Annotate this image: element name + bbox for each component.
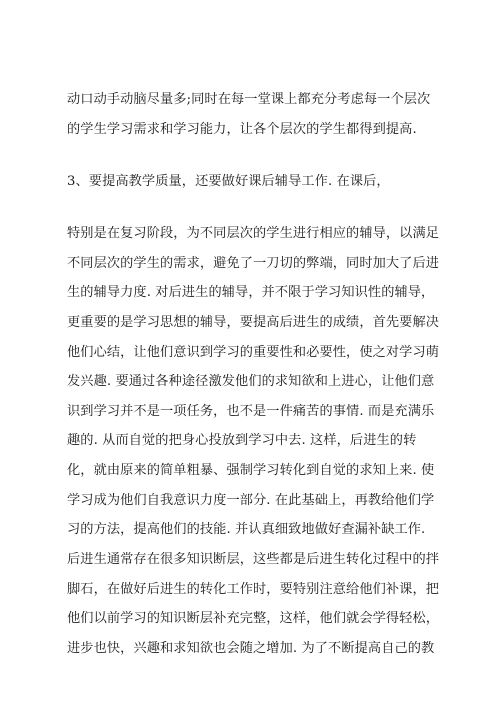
- paragraph-3-line-6: 发兴趣. 要通过各种途径激发他们的求知欲和上进心，让他们意: [67, 374, 435, 389]
- paragraph-2-line-1: 3、要提高教学质量，还要做好课后辅导工作. 在课后，: [67, 174, 390, 189]
- paragraph-3-line-5: 他们心结，让他们意识到学习的重要性和必要性，使之对学习萌: [67, 345, 440, 360]
- paragraph-1-line-1: 动口动手动脑尽量多;同时在每一堂课上都充分考虑每一个层次: [67, 92, 431, 107]
- paragraph-3-line-14: 他们以前学习的知识断层补充完整，这样，他们就会学得轻松，: [67, 611, 440, 626]
- paragraph-3-line-13: 脚石，在做好后进生的转化工作时，要特别注意给他们补课，把: [67, 582, 440, 597]
- paragraph-3-line-15: 进步也快，兴趣和求知欲也会随之增加. 为了不断提高自己的教: [67, 641, 435, 656]
- paragraph-1-line-2: 的学生学习需求和学习能力，让各个层次的学生都得到提高.: [67, 122, 417, 137]
- paragraph-3-line-4: 更重要的是学习思想的辅导，要提高后进生的成绩，首先要解决: [67, 315, 440, 330]
- paragraph-3-line-8: 趣的. 从而自觉的把身心投放到学习中去. 这样，后进生的转: [67, 433, 417, 448]
- paragraph-3-line-3: 生的辅导力度. 对后进生的辅导，并不限于学习知识性的辅导，: [67, 285, 435, 300]
- paragraph-3-line-1: 特别是在复习阶段，为不同层次的学生进行相应的辅导，以满足: [67, 226, 440, 241]
- paragraph-3-line-12: 后进生通常存在很多知识断层，这些都是后进生转化过程中的拌: [67, 552, 440, 567]
- paragraph-3-line-9: 化，就由原来的简单粗暴、强制学习转化到自觉的求知上来. 使: [67, 463, 435, 478]
- paragraph-3-line-7: 识到学习并不是一项任务，也不是一件痛苦的事情. 而是充满乐: [67, 404, 435, 419]
- paragraph-3-line-10: 学习成为他们自我意识力度一部分. 在此基础上，再教给他们学: [67, 493, 435, 508]
- paragraph-3-line-2: 不同层次的学生的需求，避免了一刀切的弊端，同时加大了后进: [67, 256, 440, 271]
- paragraph-3-line-11: 习的方法，提高他们的技能. 并认真细致地做好查漏补缺工作.: [67, 522, 426, 537]
